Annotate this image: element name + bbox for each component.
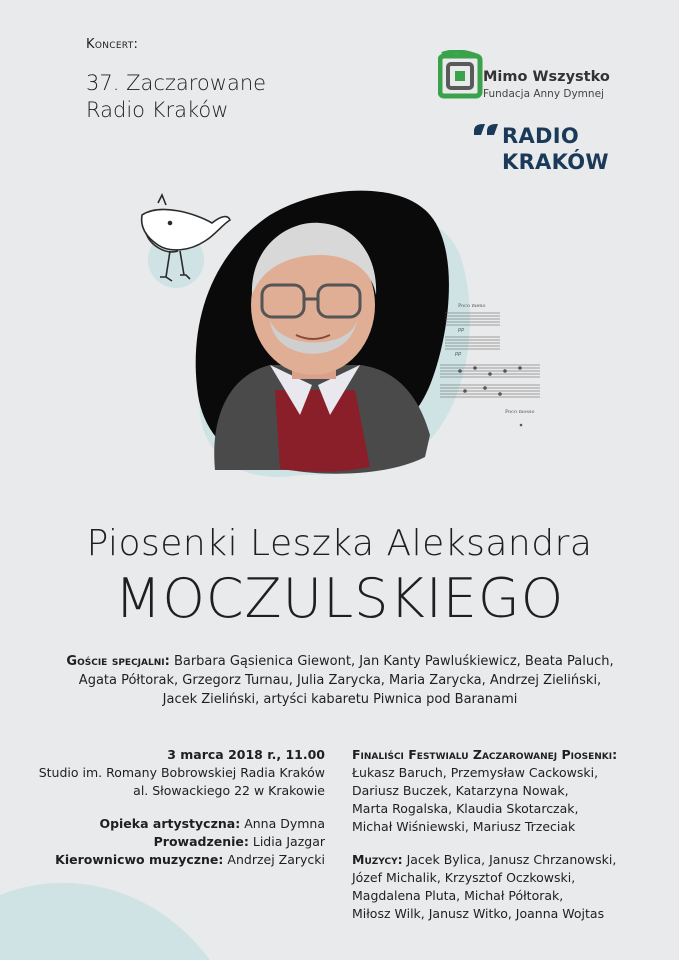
quote-mark-icon xyxy=(474,124,498,135)
bottom-wave-shape xyxy=(0,870,220,960)
finalists-label: Finaliści Festwialu Zaczarowanej Piosenki: xyxy=(352,747,618,762)
score-tempo-top: Poco meno xyxy=(458,303,486,309)
mimo-logo-subtitle: Fundacja Anny Dymnej xyxy=(483,88,604,100)
artistic-care-value: Anna Dymna xyxy=(244,816,325,831)
music-direction xyxy=(20,851,325,869)
musicians-line2: Józef Michalik, Krzysztof Oczkowski, xyxy=(352,870,576,885)
concert-label: Koncert: xyxy=(86,37,139,52)
spiral-logo-icon xyxy=(440,51,480,96)
guests-label: Goście specjalni: xyxy=(66,654,170,669)
finalists-line4: Michał Wiśniewski, Mariusz Trzeciak xyxy=(352,819,576,834)
musicians-line1: Jacek Bylica, Janusz Chrzanowski, xyxy=(406,852,617,867)
artistic-care-label: Opieka artystyczna: xyxy=(99,816,241,831)
concert-title xyxy=(86,70,266,124)
concert-title-line2: Radio Kraków xyxy=(86,98,229,122)
score-dynamic-2: pp xyxy=(455,351,462,357)
musicians-label: Muzycy: xyxy=(352,852,403,867)
host-label: Prowadzenie: xyxy=(153,834,249,849)
headline-line1: Piosenki Leszka Aleksandra xyxy=(86,523,593,564)
event-date: 3 marca 2018 r., 11.00 xyxy=(167,747,325,762)
score-dynamic-1: pp xyxy=(458,327,465,333)
finalists-line3: Marta Rogalska, Klaudia Skotarczak, xyxy=(352,801,579,816)
performers-info xyxy=(352,746,672,923)
concert-title-line1: 37. Zaczarowane xyxy=(86,71,267,95)
music-direction-value: Andrzej Zarycki xyxy=(227,852,325,867)
artistic-care xyxy=(20,815,325,833)
musicians-line4: Miłosz Wilk, Janusz Witko, Joanna Wojtas xyxy=(352,906,605,921)
event-place-line2: al. Słowackiego 22 w Krakowie xyxy=(133,783,325,798)
host-value: Lidia Jazgar xyxy=(252,834,325,849)
event-info xyxy=(20,746,325,869)
finalists-line2: Dariusz Buczek, Katarzyna Nowak, xyxy=(352,783,569,798)
headline-line2: MOCZULSKIEGO xyxy=(114,567,565,630)
mimo-logo-name: Mimo Wszystko xyxy=(483,69,610,85)
music-direction-label: Kierownicwo muzyczne: xyxy=(55,852,224,867)
musicians-line3: Magdalena Pluta, Michał Półtorak, xyxy=(352,888,564,903)
radio-logo-line1: RADIO xyxy=(502,124,580,148)
portrait-artwork xyxy=(0,185,679,495)
guests-text: Barbara Gąsienica Giewont, Jan Kanty Pawluśkiewicz, Beata Paluch, Agata Półtorak, Grzegorz Turnau, Julia Zarycka, Maria Zarycka, Andrzej Zieliński, Jacek Zieliński, artyści kabaretu Piwnica pod Baranami xyxy=(78,654,614,707)
event-place-line1: Studio im. Romany Bobrowskiej Radia Kraków xyxy=(38,765,325,780)
special-guests xyxy=(60,652,620,709)
host xyxy=(20,833,325,851)
radio-logo-line2: KRAKÓW xyxy=(502,150,609,174)
score-tempo-bottom: Poco mosso xyxy=(505,409,535,415)
finalists-line1: Łukasz Baruch, Przemysław Cackowski, xyxy=(352,765,599,780)
